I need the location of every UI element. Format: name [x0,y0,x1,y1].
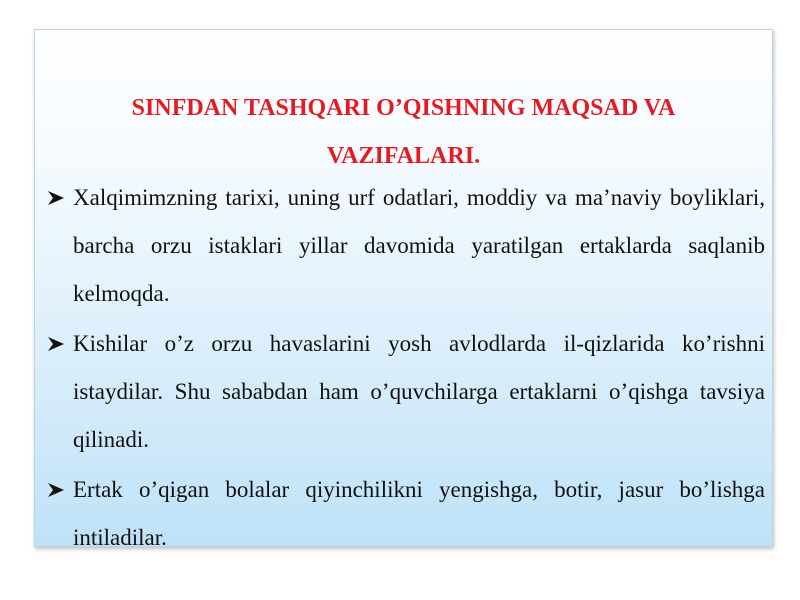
slide-title [35,84,772,180]
slide-title-line-2: VAZIFALARI. [326,143,481,169]
arrowhead-bullet-icon [47,320,67,368]
bullet-text-3: Ertak o’qigan bolalar qiyinchilikni yengishga, botir, jasur bo’lishga intiladilar. [73,477,765,550]
arrowhead-bullet-icon [47,466,67,514]
bullet-item-1 [47,174,765,318]
bullet-item-3 [47,466,765,562]
arrowhead-bullet-icon [47,174,67,222]
bullet-text-2: Kishilar o’z orzu havaslarini yosh avlodlarda il-qizlarida ko’rishni istaydilar. Shu sababdan ham o’quvchilarga ertaklarni o’qishga tavsiya qilinadi. [73,331,765,452]
bullet-list [47,174,765,564]
slide [34,29,773,550]
bullet-item-2 [47,320,765,464]
bullet-text-1: Xalqimimzning tarixi, uning urf odatlari, moddiy va ma’naviy boyliklari, barcha orzu istaklari yillar davomida yaratilgan ertaklarda saqlanib kelmoqda. [73,185,765,306]
slide-title-line-1: SINFDAN TASHQARI O’QISHNING MAQSAD VA [131,95,676,121]
